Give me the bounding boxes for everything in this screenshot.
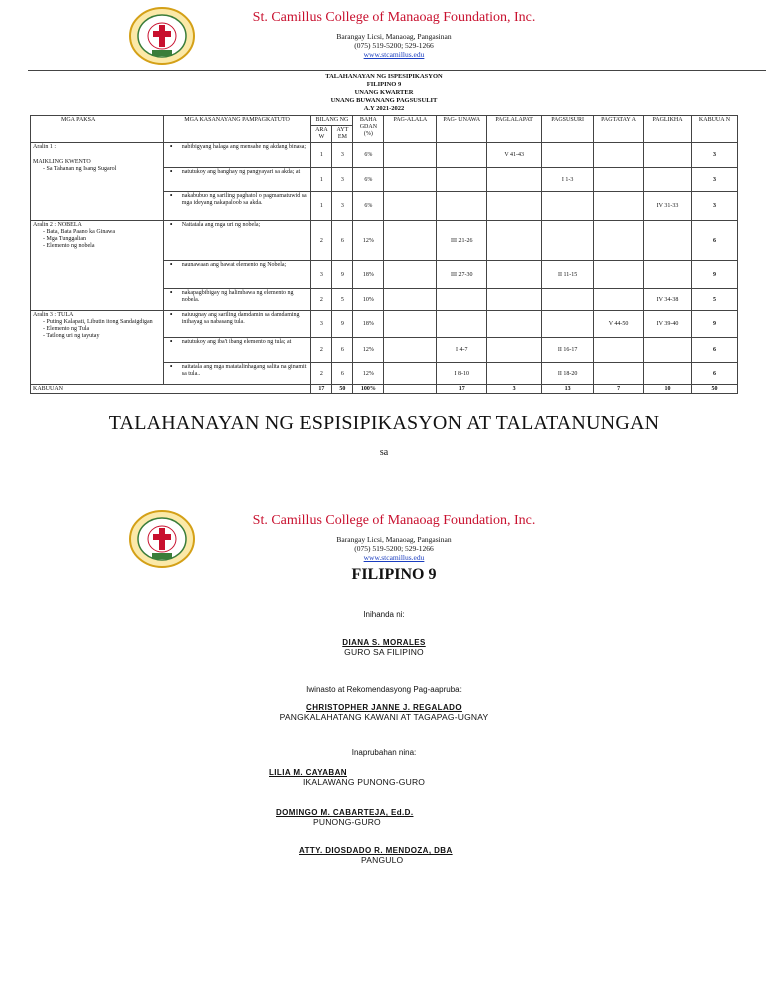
cell-paglikha: IV 39-40	[644, 311, 692, 338]
spec-title-5: A.Y 2021-2022	[363, 105, 405, 112]
reviewed-signatory	[0, 703, 768, 722]
cell-pagalala	[384, 192, 437, 221]
skill-text: • nakapagbibigay ng halimbawa ng elemento ng nobela.	[166, 290, 309, 304]
cell-aytem: 6	[332, 363, 353, 385]
cell-pagtataya	[594, 192, 644, 221]
prepared-label	[0, 604, 768, 622]
cell-araw: 2	[311, 363, 332, 385]
cell-aytem: 6	[332, 338, 353, 363]
college-address: Barangay Licsi, Manaoag, Pangasinan	[336, 535, 452, 544]
aralin-3-cell	[31, 311, 164, 385]
reviewed-name: CHRISTOPHER JANNE J. REGALADO	[306, 703, 462, 712]
cell-paglalapat	[487, 168, 542, 192]
aralin-2-cell	[31, 221, 164, 311]
spec-title-1: TALAHANAYAN NG ISPESIPIKASYON	[325, 73, 443, 80]
cell-pagtataya	[594, 168, 644, 192]
cell-paglikha	[644, 363, 692, 385]
cell-paglalapat	[487, 261, 542, 289]
aralin-2-item-2: - Mga Tunggalian	[43, 236, 87, 242]
cell-aytem: 9	[332, 311, 353, 338]
approver-2-signatory	[0, 808, 768, 827]
college-website-link[interactable]: www.stcamillus.edu	[363, 553, 425, 562]
cell-paglikha	[644, 338, 692, 363]
cell-aytem: 3	[332, 143, 353, 168]
aralin-2-item-1-text: Bata, Bata Paano ka Ginawa	[46, 229, 115, 235]
aralin-3-item-3: - Tatlong uri ng tayutay	[43, 333, 100, 339]
cell-aytem: 6	[332, 221, 353, 261]
skill-text: • Naitatala ang mga uri ng nobela;	[166, 222, 309, 229]
approved-label	[0, 742, 768, 760]
skill-text: • nakabubuo ng sariling paghatol o pagmamatuwid sa mga ideyang nakapaloob sa akda.	[166, 193, 309, 207]
cell-pct: 6%	[353, 192, 384, 221]
approver-2-role: PUNONG-GURO	[313, 817, 381, 827]
aralin-1-item: - Sa Tahanan ng Isang Sugarol	[43, 166, 117, 172]
cell-pagsusuri: II 11-15	[542, 261, 594, 289]
college-address-block	[0, 535, 768, 562]
college-phone: (075) 519-5200; 529-1266	[354, 41, 434, 50]
college-header-cover	[0, 503, 768, 573]
cell-pct: 12%	[353, 338, 384, 363]
cell-pagunawa	[437, 168, 487, 192]
cell-pagalala	[384, 261, 437, 289]
cell-pct: 12%	[353, 363, 384, 385]
cell-paglalapat	[487, 289, 542, 311]
college-phone: (075) 519-5200; 529-1266	[354, 544, 434, 553]
cell-pagunawa: III 27-30	[437, 261, 487, 289]
cell-pagunawa	[437, 143, 487, 168]
cell-paglalapat	[487, 192, 542, 221]
cell-pagsusuri	[542, 311, 594, 338]
header-pagalala: PAG-ALALA	[384, 116, 437, 143]
cover-title: TALAHANAYAN NG ESPISIPIKASYON AT TALATANUNGAN	[108, 412, 660, 434]
prepared-label-text: Inihanda ni:	[363, 610, 405, 619]
total-paglikha: 10	[644, 385, 692, 394]
reviewed-role: PANGKALAHATANG KAWANI AT TAGAPAG-UGNAY	[279, 712, 489, 722]
cell-paglikha	[644, 143, 692, 168]
aralin-3-title: Aralin 3 : TULA	[33, 312, 74, 318]
total-araw: 17	[311, 385, 332, 394]
aralin-1-genre: MAIKLING KWENTO	[33, 159, 91, 165]
college-address: Barangay Licsi, Manaoag, Pangasinan	[336, 32, 452, 41]
approver-3-role: PANGULO	[361, 855, 404, 865]
approved-label-text: Inaprubahan nina:	[351, 748, 417, 757]
header-pagsusuri: PAGSUSURI	[542, 116, 594, 143]
aralin-1-title: Aralin 1 :	[33, 144, 56, 150]
cell-pct: 12%	[353, 221, 384, 261]
prepared-role: GURO SA FILIPINO	[344, 647, 424, 657]
spec-title-4: UNANG BUWANANG PAGSUSULIT	[330, 97, 438, 104]
cell-pagunawa: I 4-7	[437, 338, 487, 363]
aralin-3-item-1: - Puting Kalapati, Libutin itong Sandaigdigan	[43, 319, 153, 325]
cell-kabuuan: 5	[692, 289, 738, 311]
cell-paglalapat	[487, 221, 542, 261]
cell-pagsusuri	[542, 192, 594, 221]
header-paglikha: PAGLIKHA	[644, 116, 692, 143]
cover-subject: FILIPINO 9	[351, 566, 437, 583]
cell-pagtataya	[594, 143, 644, 168]
cover-sa: sa	[379, 447, 389, 458]
header-kasanayan: MGA KASANAYANG PAMPAGKATUTO	[163, 116, 311, 143]
reviewed-label	[0, 679, 768, 697]
specification-table	[30, 115, 738, 394]
total-label: KABUUAN	[31, 385, 311, 394]
cell-aytem: 9	[332, 261, 353, 289]
cell-pagtataya	[594, 363, 644, 385]
cell-araw: 1	[311, 192, 332, 221]
cell-pagalala	[384, 168, 437, 192]
aralin-2-item-3-text: Elemento ng nobela	[46, 243, 95, 249]
cell-araw: 2	[311, 221, 332, 261]
aralin-3-item-2-text: Elemento ng Tula	[46, 326, 90, 332]
cell-paglalapat	[487, 338, 542, 363]
cell-pagsusuri: I 1-3	[542, 168, 594, 192]
cell-pagtataya	[594, 221, 644, 261]
skill-text: • nabibigyang halaga ang mensahe ng akdang binasa;	[166, 144, 309, 151]
skill-text: • natutukoy ang iba't ibang elemento ng tula; at	[166, 339, 309, 346]
cell-araw: 2	[311, 338, 332, 363]
header-bahagdan: BAHA GDAN (%)	[353, 116, 384, 143]
skill-text: • naiuugnay ang sariling damdamin sa damdaming inihayag sa nabasang tula.	[166, 312, 309, 326]
cell-pagsusuri	[542, 289, 594, 311]
cell-pct: 18%	[353, 261, 384, 289]
aralin-2-item-1: - Bata, Bata Paano ka Ginawa	[43, 229, 115, 235]
cell-aytem: 3	[332, 192, 353, 221]
reviewed-label-text: Iwinasto at Rekomendasyong Pag-aapruba:	[306, 685, 462, 694]
aralin-3-item-2: - Elemento ng Tula	[43, 326, 90, 332]
table-row	[31, 143, 738, 168]
cell-pagalala	[384, 221, 437, 261]
header-pagunawa: PAG- UNAWA	[437, 116, 487, 143]
cell-paglikha	[644, 261, 692, 289]
aralin-2-item-3: - Elemento ng nobela	[43, 243, 95, 249]
cell-paglikha: IV 31-33	[644, 192, 692, 221]
cell-paglalapat: V 41-43	[487, 143, 542, 168]
cell-pagunawa	[437, 311, 487, 338]
cell-pagunawa: I 8-10	[437, 363, 487, 385]
cell-pct: 10%	[353, 289, 384, 311]
cell-araw: 3	[311, 311, 332, 338]
header-divider	[28, 70, 766, 71]
cell-araw: 3	[311, 261, 332, 289]
header-pagtataya: PAGTATAY A	[594, 116, 644, 143]
cell-pagtataya	[594, 338, 644, 363]
cell-pagalala	[384, 289, 437, 311]
approver-2-name: DOMINGO M. CABARTEJA, Ed.D.	[276, 808, 414, 817]
cell-pct: 6%	[353, 143, 384, 168]
total-kabuuan: 50	[692, 385, 738, 394]
cell-paglikha	[644, 221, 692, 261]
aralin-2-title: Aralin 2 : NOBELA	[33, 222, 82, 228]
aralin-2-item-2-text: Mga Tunggalian	[46, 236, 87, 242]
cell-araw: 1	[311, 143, 332, 168]
cell-pagsusuri: II 16-17	[542, 338, 594, 363]
spec-title-3: UNANG KWARTER	[354, 89, 414, 96]
table-total-row	[31, 385, 738, 394]
cell-pagunawa	[437, 192, 487, 221]
cell-kabuuan: 3	[692, 168, 738, 192]
total-pagtataya: 7	[594, 385, 644, 394]
aralin-3-item-1-text: Puting Kalapati, Libutin itong Sandaigdigan	[46, 319, 153, 325]
total-pagsusuri: 13	[542, 385, 594, 394]
cell-pagalala	[384, 338, 437, 363]
total-aytem: 50	[332, 385, 353, 394]
header-paksa: MGA PAKSA	[31, 116, 164, 143]
cell-pagtataya	[594, 289, 644, 311]
aralin-3-item-3-text: Tatlong uri ng tayutay	[46, 333, 100, 339]
cell-pagtataya	[594, 261, 644, 289]
aralin-1-item-text: Sa Tahanan ng Isang Sugarol	[46, 166, 117, 172]
cell-kabuuan: 3	[692, 192, 738, 221]
cell-paglalapat	[487, 363, 542, 385]
skill-text: • naitatala ang mga matatalinhagang salita na ginamit sa tula..	[166, 364, 309, 378]
cell-pagalala	[384, 363, 437, 385]
cell-kabuuan: 6	[692, 363, 738, 385]
cell-kabuuan: 6	[692, 221, 738, 261]
college-header-top	[0, 0, 768, 70]
cell-pagunawa: III 21-26	[437, 221, 487, 261]
cell-kabuuan: 9	[692, 311, 738, 338]
cell-aytem: 3	[332, 168, 353, 192]
approver-1-role: IKALAWANG PUNONG-GURO	[303, 777, 426, 787]
approver-1-name: LILIA M. CAYABAN	[269, 768, 347, 777]
header-kabuuan: KABUUA N	[692, 116, 738, 143]
approver-1-signatory	[0, 768, 768, 787]
spec-title-2: FILIPINO 9	[366, 81, 402, 88]
college-name: St. Camillus College of Manaoag Foundation, Inc.	[252, 513, 536, 528]
cell-araw: 2	[311, 289, 332, 311]
spec-titles	[0, 73, 768, 113]
cell-pagunawa	[437, 289, 487, 311]
cell-pagtataya: V 44-50	[594, 311, 644, 338]
header-araw: ARA W	[311, 126, 332, 143]
college-address-block	[0, 32, 768, 59]
skill-text: • natutukoy ang banghay ng pangyayari sa akda; at	[166, 169, 309, 176]
approver-3-name: ATTY. DIOSDADO R. MENDOZA, DBA	[299, 846, 453, 855]
cell-pct: 6%	[353, 168, 384, 192]
cell-aytem: 5	[332, 289, 353, 311]
prepared-signatory	[0, 638, 768, 657]
cell-pagsusuri	[542, 143, 594, 168]
cell-paglikha	[644, 168, 692, 192]
cell-pagsusuri	[542, 221, 594, 261]
cell-paglikha: IV 34-38	[644, 289, 692, 311]
cell-pagalala	[384, 143, 437, 168]
cell-pct: 18%	[353, 311, 384, 338]
header-paglalapat: PAGLALAPAT	[487, 116, 542, 143]
skill-text: • naunawaan ang bawat elemento ng Nobela;	[166, 262, 309, 269]
total-pagalala	[384, 385, 437, 394]
total-pct: 100%	[353, 385, 384, 394]
approver-3-signatory	[0, 846, 768, 865]
college-website-link[interactable]: www.stcamillus.edu	[363, 50, 425, 59]
table-row	[31, 311, 738, 338]
cell-pagalala	[384, 311, 437, 338]
header-bilang: BILANG NG	[311, 116, 353, 126]
table-header-row	[31, 116, 738, 126]
cell-araw: 1	[311, 168, 332, 192]
prepared-name: DIANA S. MORALES	[342, 638, 426, 647]
cell-kabuuan: 9	[692, 261, 738, 289]
cell-kabuuan: 6	[692, 338, 738, 363]
aralin-1-cell	[31, 143, 164, 221]
header-aytem: AYT EM	[332, 126, 353, 143]
cell-pagsusuri: II 18-20	[542, 363, 594, 385]
table-row	[31, 221, 738, 261]
total-pagunawa: 17	[437, 385, 487, 394]
total-paglalapat: 3	[487, 385, 542, 394]
cell-paglalapat	[487, 311, 542, 338]
cell-kabuuan: 3	[692, 143, 738, 168]
college-name: St. Camillus College of Manaoag Foundation, Inc.	[252, 10, 536, 25]
